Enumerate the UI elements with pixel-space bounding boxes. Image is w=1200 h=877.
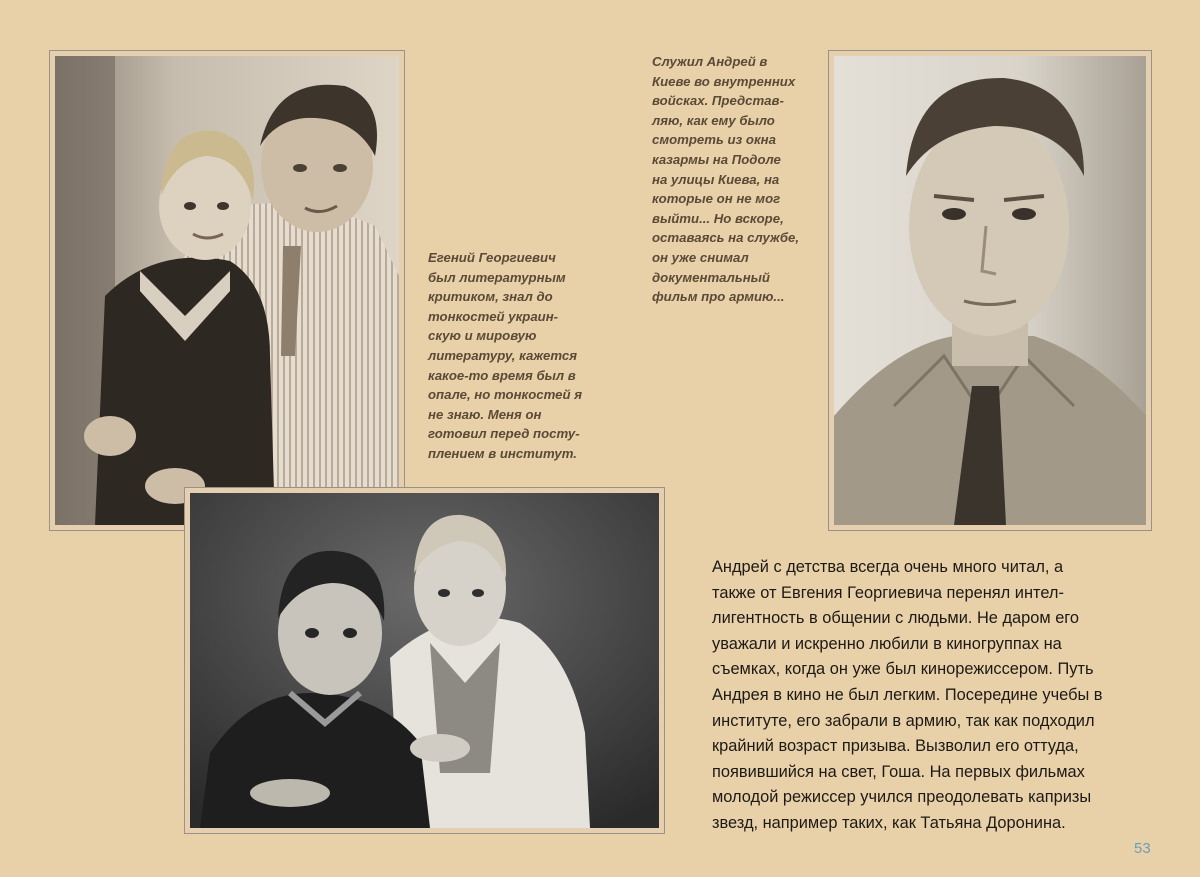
photo-frame-young-man xyxy=(828,50,1152,531)
photo-two-boys xyxy=(190,493,659,828)
caption-evgeniy-georgievich: Егений Георгиевич был литературным критиком, знал до тонкостей украин- скую и мировую литературу, кажется какое-то время был в опале, но тонкостей я не знаю. Меня он готовил перед посту- плением в институт. xyxy=(428,250,582,461)
photo-young-man-portrait xyxy=(834,56,1146,525)
photo-frame-man-and-boy xyxy=(49,50,405,531)
photo-frame-two-boys xyxy=(184,487,665,834)
photo-man-and-boy xyxy=(55,56,399,525)
caption-army-service: Служил Андрей в Киеве во внутренних войсках. Представ- ляю, как ему было смотреть из окна казармы на Подоле на улицы Киева, на которые он не мог выйти... Но вскоре, оставаясь на службе, он уже снимал документальный фильм про армию... xyxy=(652,54,800,305)
page-number: 53 xyxy=(1134,840,1151,857)
main-text-paragraph: Андрей с детства всегда очень много читал, а также от Евгения Георгиевича перенял интел- лигентность в общении с людьми. Не даром его уважали и искренно любили в киногруппах на съемках, когда он уже был кинорежиссером. Путь Андрея в кино не был легким. Посередине учебы в институте, его забрали в армию, так как подходил крайний возраст призыва. Вызволил его оттуда, появившийся на свет, Гоша. На первых фильмах молодой режиссер учился преодолевать капризы звезд, например таких, как Татьяна Доронина. xyxy=(712,558,1103,832)
